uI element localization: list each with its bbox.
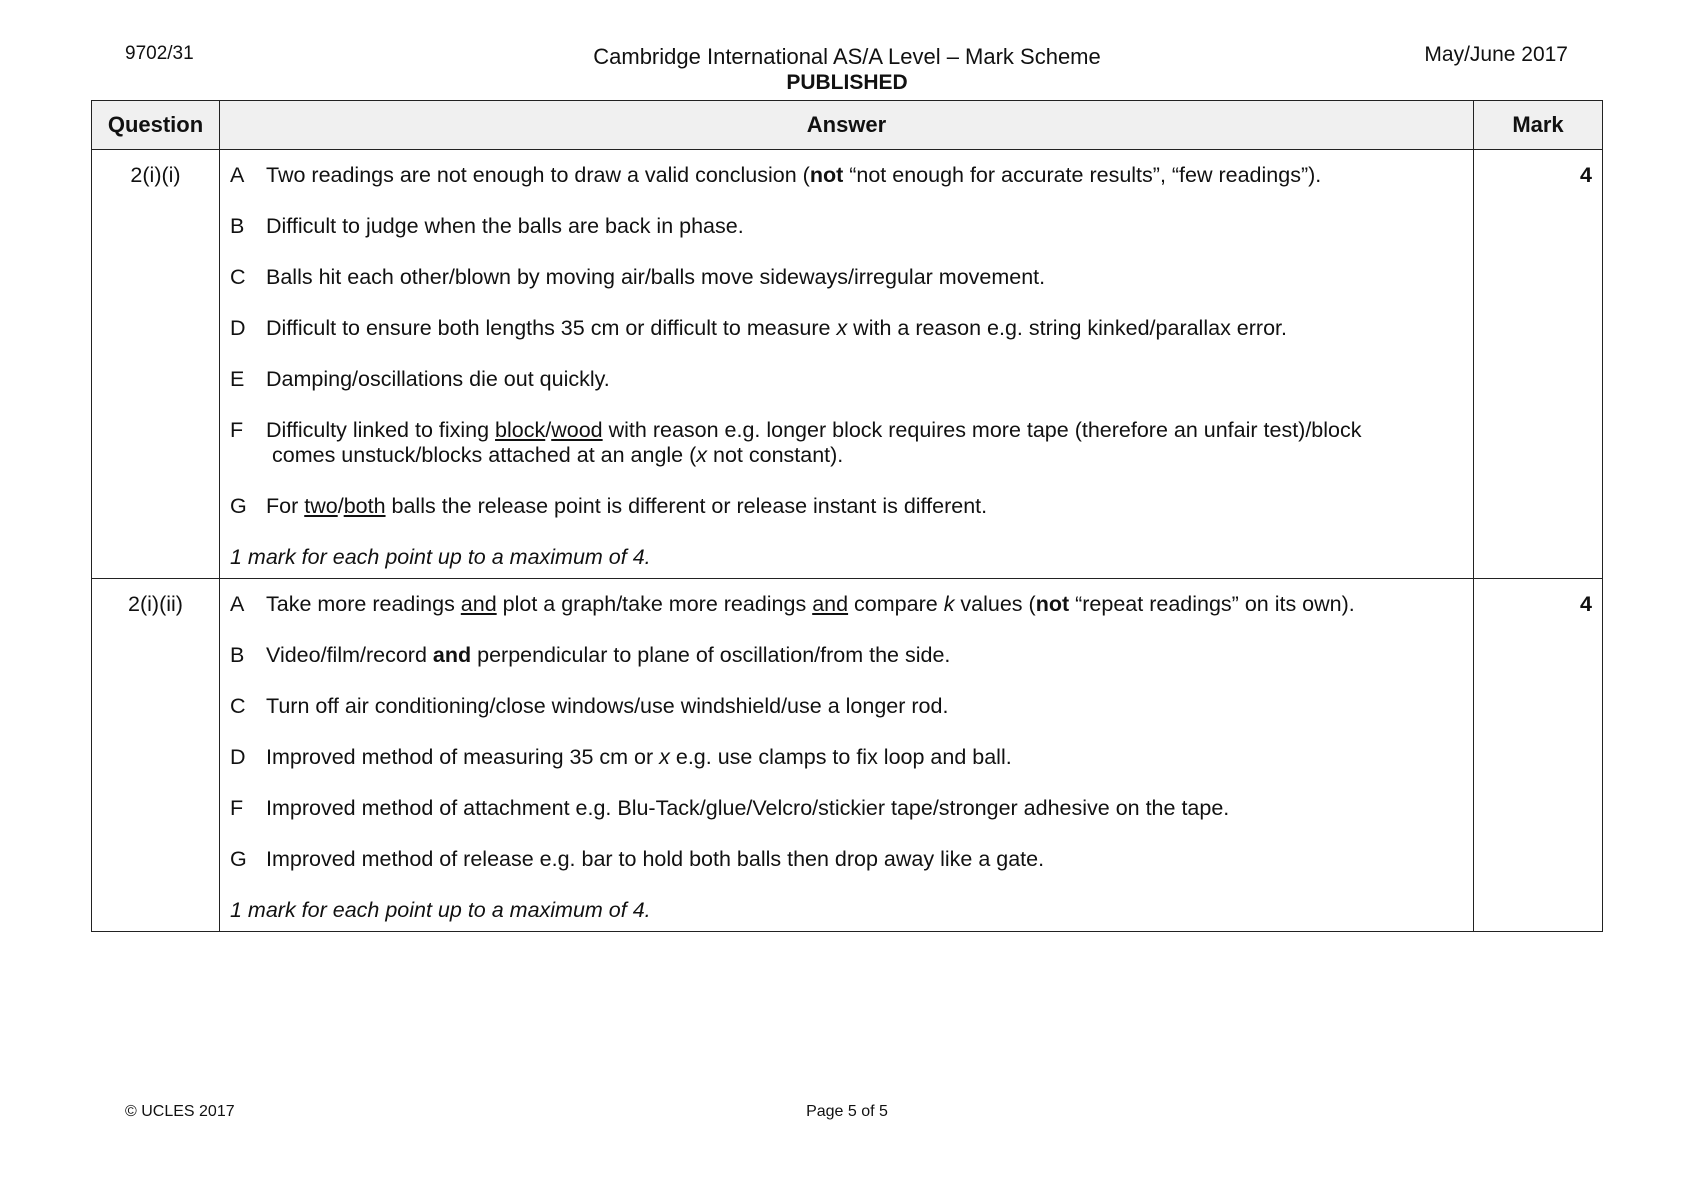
- answer-point: [230, 643, 1463, 668]
- header-mark: Mark: [1474, 101, 1603, 150]
- text-underline: both: [343, 494, 386, 518]
- point-letter: B: [230, 643, 245, 667]
- answer-point: [230, 367, 1463, 392]
- answer-point: [230, 796, 1463, 821]
- answer-point: [230, 265, 1463, 290]
- copyright-notice: © UCLES 2017: [125, 1103, 235, 1120]
- text-run: Two readings are not enough to draw a valid conclusion (: [266, 163, 810, 187]
- text-bold: not: [1035, 592, 1070, 616]
- point-text: [266, 163, 1463, 188]
- continuation-line: [266, 443, 1463, 468]
- text-italic: x: [659, 745, 670, 769]
- text-run: perpendicular to plane of oscillation/from the side.: [471, 643, 951, 667]
- text-run: Video/film/record: [266, 643, 433, 667]
- exam-session: May/June 2017: [1424, 43, 1568, 66]
- marking-note: 1 mark for each point up to a maximum of 4.: [230, 545, 651, 569]
- answer-cell: [220, 150, 1474, 579]
- document-title: Cambridge International AS/A Level – Mark Scheme: [593, 44, 1101, 69]
- point-text: [266, 592, 1463, 617]
- point-letter: D: [230, 316, 246, 340]
- answer-cell: [220, 579, 1474, 932]
- header-question: Question: [92, 101, 220, 150]
- text-bold: and: [432, 643, 472, 667]
- point-letter: F: [230, 418, 244, 442]
- answer-point: [230, 847, 1463, 872]
- text-run: Improved method of measuring 35 cm or: [266, 745, 660, 769]
- text-run: plot a graph/take more readings: [496, 592, 813, 616]
- point-letter: E: [230, 367, 245, 391]
- text-run: /: [545, 418, 552, 442]
- point-letter: C: [230, 265, 246, 289]
- answer-point: [230, 694, 1463, 719]
- text-run: “repeat readings” on its own).: [1069, 592, 1355, 616]
- mark-value: 4: [1474, 150, 1603, 579]
- table-row: [92, 150, 1603, 579]
- answer-point: [230, 745, 1463, 770]
- text-run: “not enough for accurate results”, “few readings”).: [843, 163, 1322, 187]
- text-underline: and: [812, 592, 849, 616]
- text-run: with reason e.g. longer block requires more tape (therefore an unfair test)/block: [602, 418, 1362, 442]
- table-row: [92, 579, 1603, 932]
- point-text: Balls hit each other/blown by moving air/balls move sideways/irregular movement.: [266, 265, 1046, 289]
- point-letter: C: [230, 694, 246, 718]
- point-text: [266, 643, 1463, 668]
- point-letter: A: [230, 163, 245, 187]
- table-header-row: [92, 101, 1603, 150]
- text-underline: and: [460, 592, 497, 616]
- point-letter: B: [230, 214, 245, 238]
- answer-point: [230, 163, 1463, 188]
- mark-scheme-table: [91, 100, 1603, 932]
- page-number: Page 5 of 5: [806, 1103, 888, 1120]
- text-run: comes unstuck/blocks attached at an angle (: [272, 443, 697, 467]
- document-status: PUBLISHED: [786, 71, 908, 94]
- answer-point: [230, 316, 1463, 341]
- text-run: with a reason e.g. string kinked/parallax error.: [847, 316, 1287, 340]
- header-answer: Answer: [220, 101, 1474, 150]
- point-letter: F: [230, 796, 244, 820]
- text-run: Difficult to ensure both lengths 35 cm or difficult to measure: [266, 316, 837, 340]
- point-letter: D: [230, 745, 246, 769]
- text-underline: two: [304, 494, 338, 518]
- question-number: 2(i)(i): [92, 150, 220, 579]
- text-run: not constant).: [707, 443, 844, 467]
- mark-value: 4: [1474, 579, 1603, 932]
- text-underline: wood: [551, 418, 603, 442]
- text-run: values (: [954, 592, 1036, 616]
- marking-note: 1 mark for each point up to a maximum of 4.: [230, 898, 651, 922]
- text-underline: block: [495, 418, 546, 442]
- answer-point: [230, 418, 1463, 468]
- text-run: Take more readings: [266, 592, 461, 616]
- text-bold: not: [809, 163, 844, 187]
- paper-code: 9702/31: [125, 43, 194, 64]
- point-text: Turn off air conditioning/close windows/use windshield/use a longer rod.: [266, 694, 949, 718]
- text-italic: x: [836, 316, 848, 340]
- point-text: [266, 316, 1463, 341]
- point-text: Difficult to judge when the balls are back in phase.: [266, 214, 744, 238]
- point-text: Improved method of release e.g. bar to hold both balls then drop away like a gate.: [266, 847, 1045, 871]
- text-run: /: [337, 494, 344, 518]
- question-number: 2(i)(ii): [92, 579, 220, 932]
- point-text: Damping/oscillations die out quickly.: [266, 367, 610, 391]
- text-run: e.g. use clamps to fix loop and ball.: [669, 745, 1012, 769]
- point-text: [266, 494, 1463, 519]
- point-text: Improved method of attachment e.g. Blu-Tack/glue/Velcro/stickier tape/stronger adhesive on the tape.: [266, 796, 1230, 820]
- answer-point: [230, 494, 1463, 519]
- text-run: balls the release point is different or release instant is different.: [385, 494, 988, 518]
- answer-point: [230, 214, 1463, 239]
- point-text: [266, 418, 1463, 468]
- point-letter: G: [230, 847, 247, 871]
- point-letter: A: [230, 592, 245, 616]
- point-letter: G: [230, 494, 247, 518]
- text-run: compare: [848, 592, 944, 616]
- text-run: Difficulty linked to fixing: [266, 418, 496, 442]
- text-italic: x: [696, 443, 708, 467]
- point-text: [266, 745, 1463, 770]
- text-italic: k: [943, 592, 955, 616]
- answer-point: [230, 592, 1463, 617]
- text-run: For: [266, 494, 305, 518]
